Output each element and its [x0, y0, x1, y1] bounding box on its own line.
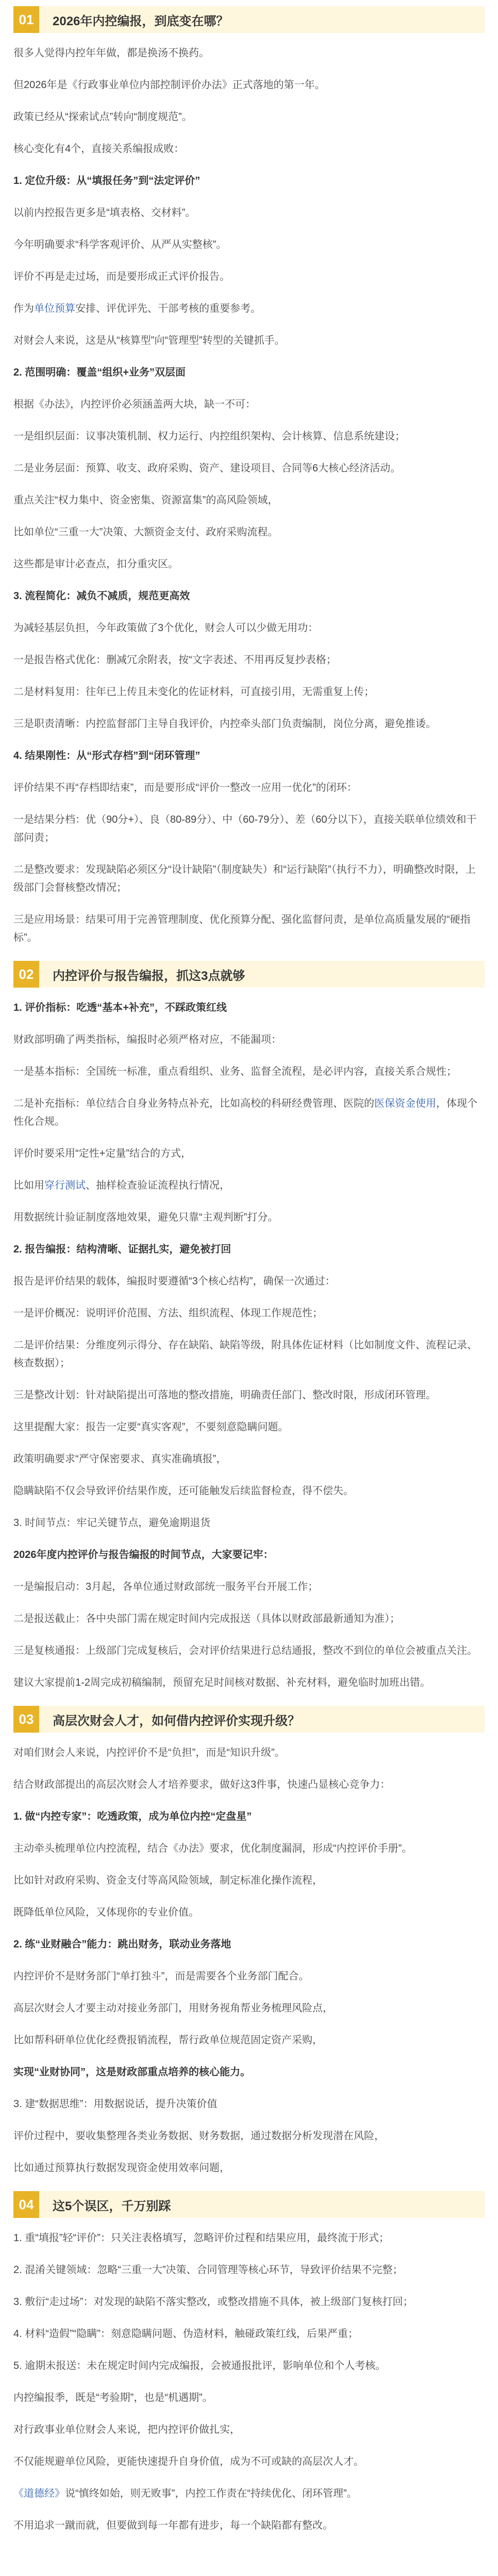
- paragraph: 三是应用场景：结果可用于完善管理制度、优化预算分配、强化监督问责，是单位高质量发展的“硬指标”。: [13, 914, 471, 943]
- paragraph: 政策明确要求“严守保密要求、真实准确填报”，: [13, 1453, 227, 1465]
- section-header-03: [13, 1706, 485, 1733]
- paragraph: 内控编报季，既是“考验期”，也是“机遇期”。: [13, 2392, 213, 2403]
- paragraph: 三是复核通报：上级部门完成复核后，会对评价结果进行总结通报，整改不到位的单位会被重点关注。: [13, 1645, 477, 1656]
- paragraph: 很多人觉得内控年年做，都是换汤不换药。: [13, 47, 209, 59]
- paragraph: 核心变化有4个，直接关系编报成败：: [13, 143, 185, 155]
- paragraph: 4. 材料“造假”“隐瞒”：刻意隐瞒问题、伪造材料，触碰政策红线，后果严重；: [13, 2328, 358, 2340]
- paragraph-with-link: 比如用穿行测试、抽样检查验证流程执行情况，: [13, 1180, 230, 1191]
- paragraph: 评价过程中，要收集整理各类业务数据、财务数据，通过数据分析发现潜在风险，: [13, 2130, 385, 2142]
- paragraph: 一是评价概况：说明评价范围、方法、组织流程、体现工作规范性；: [13, 1308, 323, 1319]
- section-title: 高层次财会人才，如何借内控评价实现升级？: [53, 1714, 300, 1728]
- subheading: 2026年度内控评价与报告编报的时间节点，大家要记牢：: [13, 1549, 274, 1561]
- paragraph: 重点关注“权力集中、资金密集、资源富集”的高风险领域，: [13, 495, 278, 506]
- paragraph: 一是组织层面：议事决策机制、权力运行、内控组织架构、会计核算、信息系统建设；: [13, 431, 405, 442]
- paragraph: 一是基本指标：全国统一标准，重点看组织、业务、监督全流程，是必评内容，直接关系合规性；: [13, 1066, 457, 1077]
- paragraph: 政策已经从“探索试点”转向“制度规范”。: [13, 111, 192, 123]
- paragraph: 隐瞒缺陷不仅会导致评价结果作废，还可能触发后续监督检查，得不偿失。: [13, 1485, 354, 1497]
- paragraph: 但2026年是《行政事业单位内部控制评价办法》正式落地的第一年。: [13, 79, 325, 91]
- section-header-02: [13, 961, 485, 988]
- budget-link[interactable]: 单位预算: [34, 303, 75, 314]
- guide-link[interactable]: 《道德经》: [13, 2488, 65, 2499]
- paragraph-with-link: 《道德经》说“慎终如始，则无败事”，内控工作责在“持续优化、闭环管理”。: [13, 2488, 357, 2499]
- paragraph: 二是业务层面：预算、收支、政府采购、资产、建设项目、合同等6大核心经济活动。: [13, 463, 401, 474]
- subheading: 2. 范围明确：覆盖“组织+业务”双层面: [13, 367, 186, 378]
- paragraph: 不仅能规避单位风险，更能快速提升自身价值，成为不可或缺的高层次人才。: [13, 2456, 364, 2467]
- section-title: 内控评价与报告编报，抓这3点就够: [53, 969, 245, 983]
- sampling-link[interactable]: 穿行测试: [44, 1180, 86, 1191]
- paragraph: 既降低单位风险，又体现你的专业价值。: [13, 1907, 199, 1918]
- paragraph: 高层次财会人才要主动对接业务部门，用财务视角帮业务梳理风险点，: [13, 2003, 333, 2014]
- section-title: 这5个误区，千万别踩: [53, 2199, 171, 2213]
- section-number: 03: [13, 1706, 39, 1733]
- paragraph: 报告是评价结果的载体，编报时要遵循“3个核心结构”，确保一次通过：: [13, 1276, 336, 1287]
- hospital-link[interactable]: 医保资金使用: [374, 1098, 436, 1109]
- paragraph: 这里提醒大家：报告一定要“真实客观”，不要刻意隐瞒问题。: [13, 1421, 289, 1433]
- section-header-04: [13, 2191, 485, 2218]
- paragraph-with-link: 二是补充指标：单位结合自身业务特点补充，比如高校的科研经费管理、医院的医保资金使用，体现个性化合规。: [13, 1098, 477, 1127]
- paragraph: 主动牵头梳理单位内控流程，结合《办法》要求，优化制度漏洞，形成“内控评价手册”。: [13, 1843, 412, 1854]
- paragraph: 5. 逾期未报送：未在规定时间内完成编报，会被通报批评，影响单位和个人考核。: [13, 2360, 386, 2371]
- paragraph: 评价不再是走过场，而是要形成正式评价报告。: [13, 271, 230, 282]
- subheading: 1. 评价指标：吃透“基本+补充”，不踩政策红线: [13, 1002, 227, 1013]
- paragraph: 评价时要采用“定性+定量”结合的方式，: [13, 1148, 191, 1159]
- paragraph: 比如帮科研单位优化经费报销流程，帮行政单位规范固定资产采购，: [13, 2035, 323, 2046]
- paragraph: 3. 敷衍“走过场”：对发现的缺陷不落实整改，或整改措施不具体，被上级部门复核打回；: [13, 2296, 413, 2308]
- subheading: 4. 结果刚性：从“形式存档”到“闭环管理”: [13, 750, 201, 761]
- paragraph: 三是整改计划：针对缺陷提出可落地的整改措施，明确责任部门、整改时限，形成闭环管理。: [13, 1389, 436, 1401]
- subheading: 2. 练“业财融合”能力：跳出财务，联动业务落地: [13, 1939, 231, 1950]
- paragraph: 一是报告格式优化：删减冗余附表，按“文字表述、不用再反复抄表格；: [13, 654, 337, 666]
- paragraph: 内控评价不是财务部门“单打独斗”，而是需要各个业务部门配合。: [13, 1971, 309, 1982]
- paragraph: 用数据统计验证制度落地效果，避免只靠“主观判断”打分。: [13, 1212, 278, 1223]
- paragraph: 今年明确要求“科学客观评价、从严从实整核”。: [13, 239, 227, 250]
- paragraph: 一是编报启动：3月起，各单位通过财政部统一服务平台开展工作；: [13, 1581, 319, 1592]
- paragraph: 二是报送截止：各中央部门需在规定时间内完成报送（具体以财政部最新通知为准）；: [13, 1613, 400, 1624]
- paragraph: 二是评价结果：分维度列示得分、存在缺陷、缺陷等级，附具体佐证材料（比如制度文件、流程记录、核查数据）；: [13, 1340, 477, 1369]
- subheading: 实现“业财协同”，这是财政部重点培养的核心能力。: [13, 2066, 251, 2078]
- paragraph: 一是结果分档：优（90分+）、良（80-89分）、中（60-79分）、差（60分以下），直接关联单位绩效和干部问责；: [13, 814, 477, 843]
- paragraph: 评价结果不再“存档即结束”，而是要形成“评价一整改一应用一优化”的闭环：: [13, 782, 357, 793]
- subheading: 1. 定位升级：从“填报任务”到“法定评价”: [13, 175, 201, 187]
- section-number: 01: [13, 6, 39, 33]
- subheading: 3. 流程简化：减负不减质，规范更高效: [13, 590, 190, 602]
- paragraph: 1. 重“填报”轻“评价”：只关注表格填写，忽略评价过程和结果应用，最终流于形式；: [13, 2232, 389, 2244]
- section-header-01: [13, 6, 485, 33]
- section-number: 04: [13, 2191, 39, 2218]
- paragraph-with-link: 作为单位预算安排、评优评先、干部考核的重要参考。: [13, 303, 261, 314]
- article-content: [0, 6, 498, 2535]
- paragraph: 根据《办法》，内控评价必须涵盖两大块，缺一不可：: [13, 399, 256, 410]
- paragraph: 结合财政部提出的高层次财会人才培养要求，做好这3件事，快速凸显核心竞争力：: [13, 1779, 391, 1790]
- subheading: 2. 报告编报：结构清晰、证据扎实，避免被打回: [13, 1244, 231, 1255]
- paragraph: 二是整改要求：发现缺陷必须区分“设计缺陷”（制度缺失）和“运行缺陷”（执行不力），明确整改时限，上级部门会督核整改情况；: [13, 864, 476, 893]
- paragraph: 对财会人来说，这是从“核算型”向“管理型”转型的关键抓手。: [13, 335, 285, 346]
- paragraph: 对咱们财会人来说，内控评价不是“负担”，而是“知识升级”。: [13, 1747, 285, 1758]
- paragraph: 建议大家提前1-2周完成初稿编制，预留充足时间核对数据、补充材料，避免临时加班出错。: [13, 1677, 430, 1688]
- paragraph: 2. 混淆关键领域：忽略“三重一大”决策、合同管理等核心环节，导致评价结果不完整；: [13, 2264, 403, 2276]
- paragraph: 为减轻基层负担，今年政策做了3个优化，财会人可以少做无用功：: [13, 622, 319, 634]
- paragraph: 以前内控报告更多是“填表格、交材料”。: [13, 207, 196, 218]
- paragraph: 二是材料复用：往年已上传且未变化的佐证材料，可直接引用，无需重复上传；: [13, 686, 374, 698]
- subheading: 1. 做“内控专家”：吃透政策，成为单位内控“定盘星”: [13, 1811, 252, 1822]
- paragraph: 不用追求一蹴而就，但要做到每一年都有进步，每一个缺陷都有整改。: [13, 2520, 333, 2531]
- paragraph: 比如针对政府采购、资金支付等高风险领域，制定标准化操作流程，: [13, 1875, 323, 1886]
- paragraph: 3. 时间节点：牢记关键节点，避免逾期退货: [13, 1517, 211, 1529]
- section-number: 02: [13, 961, 39, 988]
- paragraph: 比如单位“三重一大”决策、大额资金支付、政府采购流程。: [13, 527, 278, 538]
- paragraph: 3. 建“数据思维”：用数据说话，提升决策价值: [13, 2098, 218, 2110]
- paragraph: 财政部明确了两类指标，编报时必须严格对应，不能漏项：: [13, 1034, 281, 1045]
- paragraph: 三是职责清晰：内控监督部门主导自我评价，内控牵头部门负责编制，岗位分离，避免推诿。: [13, 718, 436, 730]
- section-title: 2026年内控编报，到底变在哪？: [53, 14, 229, 28]
- paragraph: 这些都是审计必查点，扣分重灾区。: [13, 558, 178, 570]
- paragraph: 比如通过预算执行数据发现资金使用效率问题，: [13, 2162, 230, 2174]
- paragraph: 对行政事业单位财会人来说，把内控评价做扎实，: [13, 2424, 240, 2435]
